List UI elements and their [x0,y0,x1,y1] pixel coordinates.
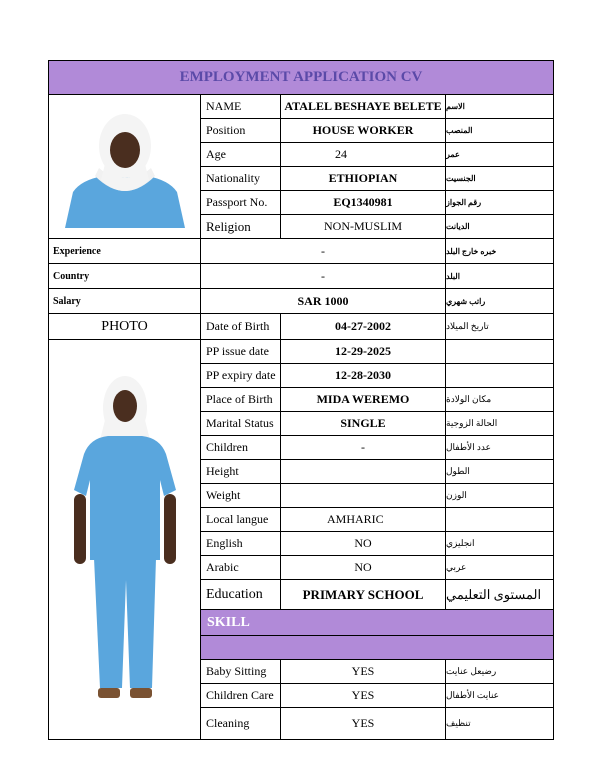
row-label: NAME [201,95,281,119]
row-label: Children [201,436,281,460]
skill-arabic: عنايت الأطفال [446,684,554,708]
row-label: Marital Status [201,412,281,436]
row-label: Nationality [201,167,281,191]
row-value: EQ1340981 [281,191,446,215]
row-label: Height [201,460,281,484]
row-arabic: عربي [446,556,554,580]
full-body-photo [60,370,190,710]
row-arabic [446,340,554,364]
row-value: SAR 1000 [201,289,446,314]
row-label: PP expiry date [201,364,281,388]
headshot-photo [55,110,195,230]
row-value: - [281,436,446,460]
row-value [281,460,446,484]
row-label: Weight [201,484,281,508]
row-label: Education [201,580,281,610]
row-value: 04-27-2002 [281,314,446,340]
row-arabic: الاسم [446,95,554,119]
row-arabic: رقم الجواز [446,191,554,215]
row-arabic [446,508,554,532]
row-value: HOUSE WORKER [281,119,446,143]
row-label: Place of Birth [201,388,281,412]
row-label: Arabic [201,556,281,580]
skill-header: SKILL [201,610,554,636]
row-value: - [201,239,446,264]
row-arabic [446,364,554,388]
row-arabic: الديانت [446,215,554,239]
row-arabic: الطول [446,460,554,484]
row-label: PP issue date [201,340,281,364]
skill-value: YES [281,708,446,740]
row-value: SINGLE [281,412,446,436]
row-arabic: المستوى التعليمي [446,580,554,610]
skill-label: Baby Sitting [201,660,281,684]
row-arabic: الجنسيت [446,167,554,191]
page-title: EMPLOYMENT APPLICATION CV [49,61,554,95]
skill-arabic: رضيعل عنايت [446,660,554,684]
row-label: Country [49,264,201,289]
row-label: Salary [49,289,201,314]
row-arabic: تاريخ الميلاد [446,314,554,340]
row-label: Position [201,119,281,143]
row-label: English [201,532,281,556]
row-value: NO [281,532,446,556]
row-arabic: خبره خارج البلد [446,239,554,264]
row-value [281,484,446,508]
row-arabic: المنصب [446,119,554,143]
row-value: 24 [281,143,446,167]
row-label: Religion [201,215,281,239]
row-value: - [201,264,446,289]
row-arabic: الوزن [446,484,554,508]
row-value: AMHARIC [281,508,446,532]
row-arabic: مكان الولادة [446,388,554,412]
row-arabic: انجليزي [446,532,554,556]
row-arabic: عدد الأطفال [446,436,554,460]
row-value: PRIMARY SCHOOL [281,580,446,610]
row-value: ETHIOPIAN [281,167,446,191]
row-label: Date of Birth [201,314,281,340]
skill-spacer-bar [201,636,554,660]
row-arabic: الحالة الزوجية [446,412,554,436]
skill-label: Children Care [201,684,281,708]
row-arabic: البلد [446,264,554,289]
row-value: MIDA WEREMO [281,388,446,412]
row-value: ATALEL BESHAYE BELETE [281,95,446,119]
row-label: Local langue [201,508,281,532]
row-label: Passport No. [201,191,281,215]
row-label: Experience [49,239,201,264]
skill-value: YES [281,684,446,708]
skill-value: YES [281,660,446,684]
skill-label: Cleaning [201,708,281,740]
row-label: Age [201,143,281,167]
row-value: 12-28-2030 [281,364,446,388]
row-value: NON-MUSLIM [281,215,446,239]
row-value: 12-29-2025 [281,340,446,364]
skill-arabic: تنظيف [446,708,554,740]
row-arabic: عمر [446,143,554,167]
photo-label: PHOTO [49,314,201,340]
row-value: NO [281,556,446,580]
row-arabic: راتب شهري [446,289,554,314]
